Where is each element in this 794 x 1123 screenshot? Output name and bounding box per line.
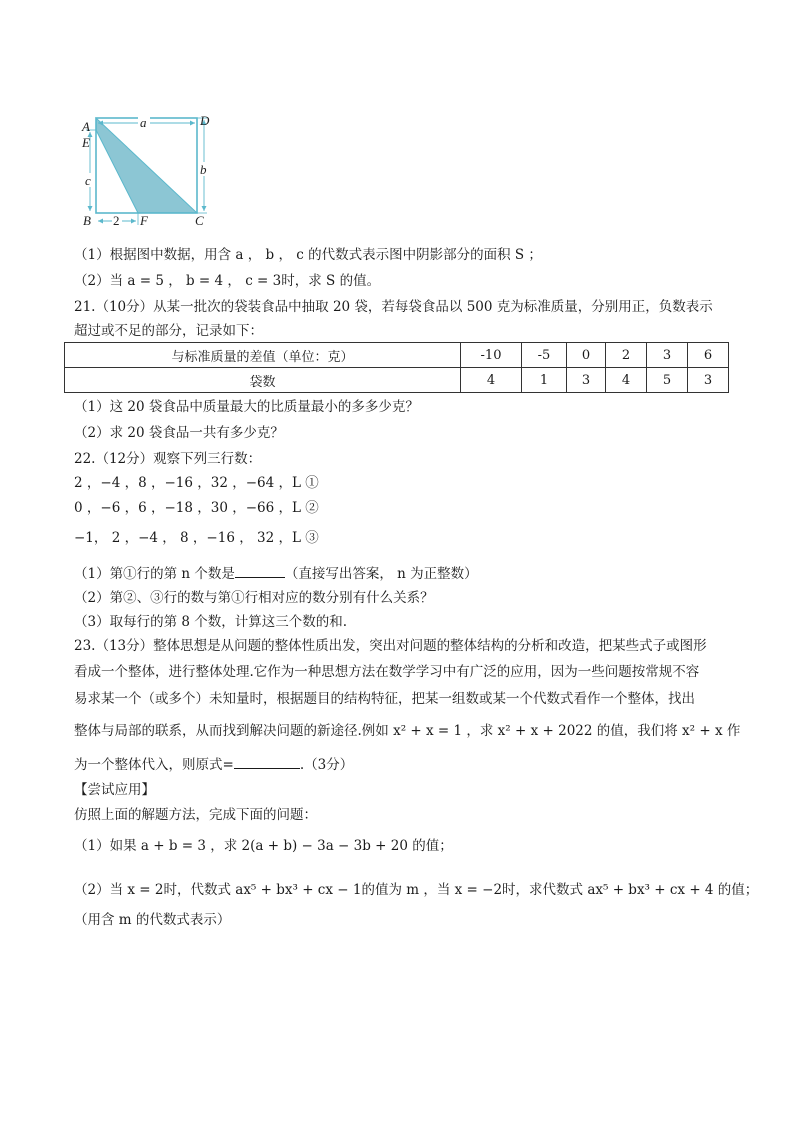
answer-blank[interactable] bbox=[235, 563, 285, 578]
label-E: E bbox=[82, 135, 90, 150]
q23-part2: （2）当 x = 2时，代数式 ax⁵ + bx³ + cx − 1的值为 m ，当 x = −2时，求代数式 ax⁵ + bx³ + cx + 4 的值； bbox=[74, 882, 759, 898]
q23-line5-score: .（3分） bbox=[299, 757, 354, 773]
table-header-count: 袋数 bbox=[65, 368, 461, 393]
q23-line3: 易求某一个（或多个）未知量时，根据题目的结构特征，把某一组数或某一个代数式看作一个整体，找出 bbox=[74, 691, 695, 707]
q23-line1: 23.（13分）整体思想是从问题的整体性质出发，突出对问题的整体结构的分析和改造，把某些式子或图形 bbox=[74, 638, 707, 654]
label-a: a bbox=[140, 115, 147, 130]
q21-part2: （2）求 20 袋食品一共有多少克？ bbox=[74, 425, 284, 441]
table-cell: 1 bbox=[522, 368, 567, 393]
q23-instruction: 仿照上面的解题方法，完成下面的问题： bbox=[74, 807, 317, 823]
q22-row2: 0 ，−6 ，6 ，−18 ，30 ，−66 ，L ② bbox=[74, 500, 319, 516]
q22-part1 bbox=[74, 563, 478, 584]
label-F: F bbox=[140, 213, 148, 228]
q22-part3: （3）取每行的第 8 个数，计算这三个数的和. bbox=[74, 614, 348, 630]
table-cell: -10 bbox=[461, 343, 522, 368]
label-c: c bbox=[85, 173, 91, 188]
q20-part2: （2）当 a = 5 ， b = 4 ， c = 3时，求 S 的值。 bbox=[74, 273, 381, 289]
q23-part2-note: （用含 m 的代数式表示） bbox=[74, 912, 231, 928]
label-A: A bbox=[82, 119, 90, 134]
q23-line2: 看成一个整体，进行整体处理.它作为一种思想方法在数学学习中有广泛的应用，因为一些问题按常规不容 bbox=[74, 664, 700, 680]
q23-line5-text: 为一个整体代入，则原式= bbox=[74, 757, 234, 773]
q22-row3: −1， 2 ，−4 ， 8 ，−16 ， 32 ，L ③ bbox=[74, 530, 319, 546]
shaded-region bbox=[96, 118, 197, 213]
label-D: D bbox=[200, 113, 210, 128]
table-cell: -5 bbox=[522, 343, 567, 368]
label-B: B bbox=[83, 213, 91, 228]
table-cell: 3 bbox=[688, 368, 729, 393]
q21-part1: （1）这 20 袋食品中质量最大的比质量最小的多多少克？ bbox=[74, 399, 419, 415]
table-cell: 2 bbox=[606, 343, 647, 368]
q22-part1-text: （1）第①行的第 n 个数是 bbox=[74, 566, 235, 582]
label-b: b bbox=[200, 162, 207, 177]
q22-part1-note: （直接写出答案， n 为正整数） bbox=[284, 566, 478, 582]
q23-part1: （1）如果 a + b = 3 ，求 2(a + b) − 3a − 3b + 20 的值； bbox=[74, 838, 453, 854]
label-2: 2 bbox=[113, 213, 120, 228]
q21-stem-line2: 超过或不足的部分，记录如下： bbox=[74, 323, 263, 339]
answer-blank[interactable] bbox=[234, 754, 300, 769]
table-cell: 3 bbox=[567, 368, 606, 393]
q21-table bbox=[64, 342, 729, 393]
label-C: C bbox=[195, 213, 204, 228]
q21-stem-line1: 21.（10分）从某一批次的袋装食品中抽取 20 袋，若每袋食品以 500 克为标准质量，分别用正，负数表示 bbox=[74, 299, 713, 315]
q22-row1: 2 ，−4 ，8 ，−16 ，32 ，−64 ，L ① bbox=[74, 475, 319, 491]
table-cell: 5 bbox=[647, 368, 688, 393]
q22-part2: （2）第②、③行的数与第①行相对应的数分别有什么关系？ bbox=[74, 590, 434, 606]
table-cell: 4 bbox=[606, 368, 647, 393]
table-row bbox=[65, 343, 729, 368]
table-cell: 0 bbox=[567, 343, 606, 368]
q22-stem: 22.（12分）观察下列三行数： bbox=[74, 451, 262, 467]
geometry-figure bbox=[74, 110, 224, 232]
table-cell: 3 bbox=[647, 343, 688, 368]
table-row bbox=[65, 368, 729, 393]
table-cell: 4 bbox=[461, 368, 522, 393]
q23-line5 bbox=[74, 754, 353, 775]
q23-line4: 整体与局部的联系，从而找到解决问题的新途径.例如 x² + x = 1 ，求 x² + x + 2022 的值，我们将 x² + x 作 bbox=[74, 723, 741, 739]
table-header-difference: 与标准质量的差值（单位：克） bbox=[65, 343, 461, 368]
q20-part1: （1）根据图中数据，用含 a ， b ， c 的代数式表示图中阴影部分的面积 S ； bbox=[74, 247, 542, 263]
table-cell: 6 bbox=[688, 343, 729, 368]
q23-section-title: 【尝试应用】 bbox=[74, 782, 155, 798]
